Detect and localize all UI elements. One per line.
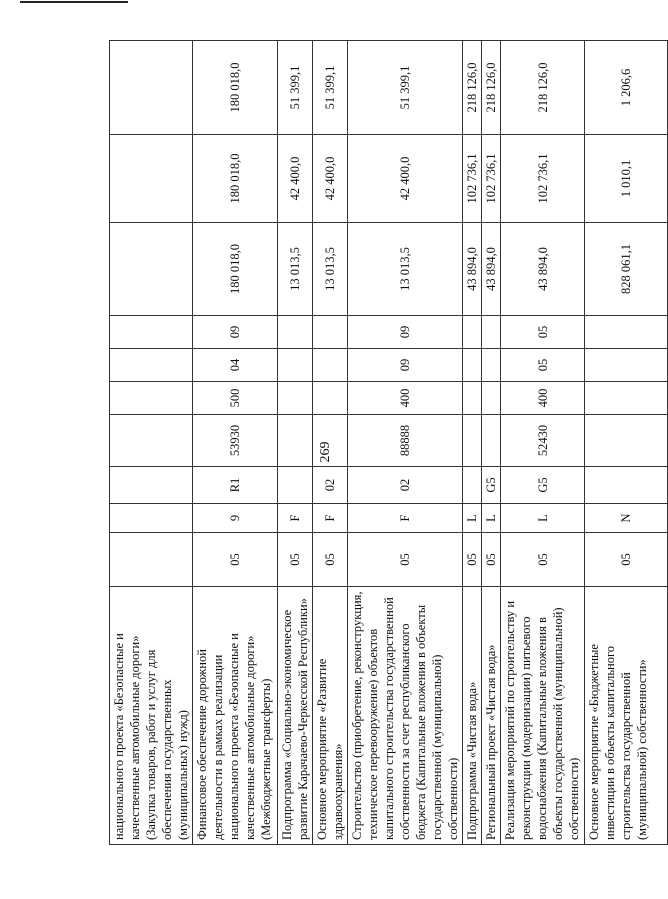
cell-code-1: 05 xyxy=(482,533,501,587)
cell-value-1: 13 013,5 xyxy=(313,223,348,316)
cell-code-5 xyxy=(463,382,482,415)
table-row xyxy=(313,41,348,845)
cell-value-1: 43 894,0 xyxy=(501,223,585,316)
cell-code-7 xyxy=(585,316,668,349)
table-row xyxy=(585,41,668,845)
cell-value-3: 180 018,0 xyxy=(193,41,278,135)
cell-value-1: 180 018,0 xyxy=(193,223,278,316)
cell-value-3: 218 126,0 xyxy=(463,41,482,135)
cell-code-7: 05 xyxy=(501,316,585,349)
cell-code-2: F xyxy=(278,504,313,533)
cell-code-2: L xyxy=(463,504,482,533)
row-name: национального проекта «Безопасные и качественные автомобильные дороги» (Закупка товаров, работ и услуг для обеспечения государственных (муниципальных) нужд) xyxy=(110,587,193,845)
cell-code-2: L xyxy=(482,504,501,533)
cell-code-4 xyxy=(313,415,348,467)
cell-code-5 xyxy=(482,382,501,415)
cell-code-7 xyxy=(313,316,348,349)
cell-code-5 xyxy=(278,382,313,415)
cell-code-4 xyxy=(278,415,313,467)
cell-code-4 xyxy=(585,415,668,467)
cell-code-6: 04 xyxy=(193,349,278,382)
cell-value-3 xyxy=(110,41,193,135)
cell-code-7 xyxy=(463,316,482,349)
row-name: Региональный проект «Чистая вода» xyxy=(482,587,501,845)
table-row xyxy=(348,41,463,845)
table-row xyxy=(193,41,278,845)
cell-code-7: 09 xyxy=(348,316,463,349)
cell-code-6 xyxy=(110,349,193,382)
cell-code-3: R1 xyxy=(193,467,278,504)
cell-code-6 xyxy=(313,349,348,382)
cell-value-1 xyxy=(110,223,193,316)
cell-code-2: 9 xyxy=(193,504,278,533)
cell-code-1: 05 xyxy=(278,533,313,587)
cell-code-4 xyxy=(110,415,193,467)
cell-code-2 xyxy=(110,504,193,533)
cell-value-2: 180 018,0 xyxy=(193,135,278,223)
cell-value-2: 42 400,0 xyxy=(278,135,313,223)
cell-value-1: 828 061,1 xyxy=(585,223,668,316)
cell-code-3 xyxy=(585,467,668,504)
rotated-table-wrapper xyxy=(109,41,649,845)
cell-code-2: F xyxy=(313,504,348,533)
cell-code-4: 53930 xyxy=(193,415,278,467)
cell-value-2: 1 010,1 xyxy=(585,135,668,223)
row-name: Основное мероприятие «Развитие здравоохранения» xyxy=(313,587,348,845)
cell-code-5 xyxy=(313,382,348,415)
top-rule xyxy=(20,1,128,3)
page-number: 269 xyxy=(318,441,333,463)
cell-code-3: G5 xyxy=(482,467,501,504)
cell-code-3: 02 xyxy=(313,467,348,504)
cell-value-1: 43 894,0 xyxy=(463,223,482,316)
cell-code-7 xyxy=(110,316,193,349)
cell-code-6 xyxy=(482,349,501,382)
cell-code-1: 05 xyxy=(348,533,463,587)
table-row xyxy=(110,41,193,845)
cell-value-1: 13 013,5 xyxy=(278,223,313,316)
cell-code-3: G5 xyxy=(501,467,585,504)
cell-value-3: 218 126,0 xyxy=(501,41,585,135)
cell-value-1: 43 894,0 xyxy=(482,223,501,316)
cell-code-5 xyxy=(585,382,668,415)
cell-value-1: 13 013,5 xyxy=(348,223,463,316)
cell-code-4: 52430 xyxy=(501,415,585,467)
row-name: Основное мероприятие «Бюджетные инвестиции в объекты капитального строительства государственной (муниципальной) собственности» xyxy=(585,587,668,845)
table-body xyxy=(110,41,668,845)
cell-value-3: 1 206,6 xyxy=(585,41,668,135)
cell-code-4 xyxy=(482,415,501,467)
cell-code-3 xyxy=(110,467,193,504)
cell-code-3 xyxy=(278,467,313,504)
cell-code-2: N xyxy=(585,504,668,533)
row-name: Подпрограмма «Социально-экономическое развитие Карачаево-Черкесской Республики» xyxy=(278,587,313,845)
row-name: Подпрограмма «Чистая вода» xyxy=(463,587,482,845)
cell-code-7 xyxy=(482,316,501,349)
cell-code-7 xyxy=(278,316,313,349)
row-name: Строительство (приобретение, реконструкция, техническое перевооружение) объектов капитального строительства государственной собственности за счет республиканского бюджета (Капитальные вложения в объекты государственной (муниципальной) собственности) xyxy=(348,587,463,845)
cell-code-1: 05 xyxy=(193,533,278,587)
cell-value-2: 102 736,1 xyxy=(463,135,482,223)
cell-value-2: 102 736,1 xyxy=(501,135,585,223)
row-name: Реализация мероприятий по строительству и реконструкции (модернизации) питьевого водоснабжения (Капитальные вложения в объекты государственной (муниципальной) собственности) xyxy=(501,587,585,845)
table-row xyxy=(501,41,585,845)
cell-code-5: 400 xyxy=(348,382,463,415)
table-row xyxy=(278,41,313,845)
cell-code-1: 05 xyxy=(501,533,585,587)
cell-code-1: 05 xyxy=(313,533,348,587)
cell-value-2 xyxy=(110,135,193,223)
cell-value-3: 51 399,1 xyxy=(278,41,313,135)
table-row xyxy=(463,41,482,845)
cell-code-5: 400 xyxy=(501,382,585,415)
cell-code-3: 02 xyxy=(348,467,463,504)
cell-code-6 xyxy=(463,349,482,382)
budget-table xyxy=(109,40,668,845)
cell-code-1: 05 xyxy=(463,533,482,587)
row-name: Финансовое обеспечение дорожной деятельности в рамках реализации национального проекта «Безопасные и качественные автомобильные дороги» (Межбюджетные трансферты) xyxy=(193,587,278,845)
cell-value-3: 51 399,1 xyxy=(313,41,348,135)
cell-code-2: F xyxy=(348,504,463,533)
cell-code-6 xyxy=(278,349,313,382)
cell-code-6: 05 xyxy=(501,349,585,382)
cell-code-6: 09 xyxy=(348,349,463,382)
cell-code-1 xyxy=(110,533,193,587)
table-row xyxy=(482,41,501,845)
cell-code-3 xyxy=(463,467,482,504)
cell-code-6 xyxy=(585,349,668,382)
cell-code-4 xyxy=(463,415,482,467)
cell-code-4: 88888 xyxy=(348,415,463,467)
cell-value-3: 218 126,0 xyxy=(482,41,501,135)
cell-code-2: L xyxy=(501,504,585,533)
cell-value-2: 42 400,0 xyxy=(348,135,463,223)
cell-value-3: 51 399,1 xyxy=(348,41,463,135)
cell-code-1: 05 xyxy=(585,533,668,587)
cell-code-5 xyxy=(110,382,193,415)
cell-code-5: 500 xyxy=(193,382,278,415)
cell-code-7: 09 xyxy=(193,316,278,349)
cell-value-2: 102 736,1 xyxy=(482,135,501,223)
cell-value-2: 42 400,0 xyxy=(313,135,348,223)
